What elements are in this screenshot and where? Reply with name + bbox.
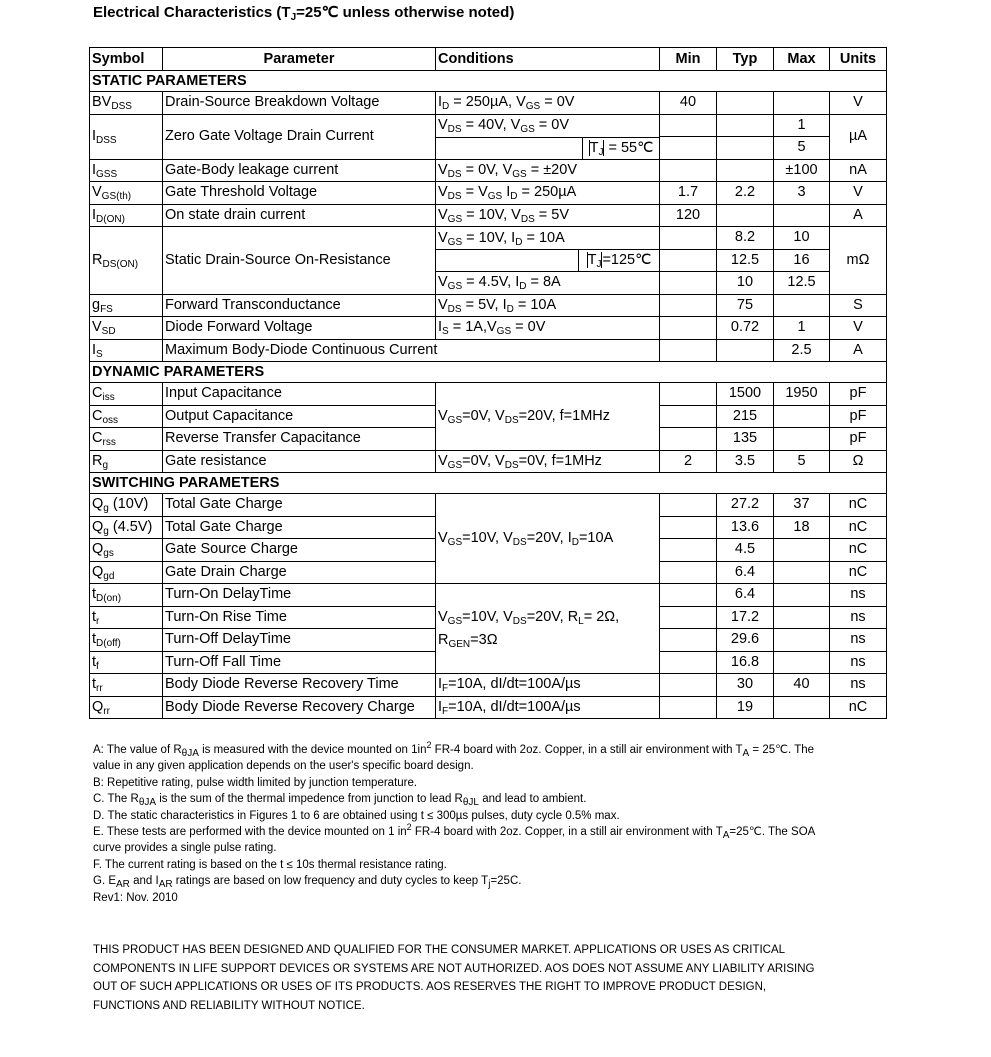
typ-cell [717,92,774,115]
typ-cell: 4.5 [717,539,774,562]
conditions-cell: $V_{GS}=0V$, $V_{DS}=20V$, f=1MHz [436,383,660,451]
units-cell: S [830,294,887,317]
max-cell [774,561,830,584]
symbol-cell: $I_{D(ON)}$ [90,204,163,227]
table-row [90,584,887,607]
min-cell [660,405,717,428]
min-cell [660,606,717,629]
disclaimer-line: OUT OF SUCH APPLICATIONS OR USES OF ITS PRODUCTS. AOS RESERVES THE RIGHT TO IMPROVE PRODUCT DESIGN, [93,981,767,994]
parameter-cell: Output Capacitance [163,405,436,428]
typ-cell [717,204,774,227]
min-cell [660,696,717,719]
symbol-cell: $Q_{rr}$ [90,696,163,719]
typ-cell: 2.2 [717,182,774,205]
units-cell: A [830,339,887,362]
units-cell: mΩ [830,227,887,295]
conditions-cell: $V_{GS}=0V$, $V_{DS}=0V$, f=1MHz [436,450,660,473]
note-a: A: The value of $R_{\theta JA}$ is measured with the device mounted on $1in^2$ FR-4 board with 2oz. Copper, in a still air environment with $T_A$ = 25℃. The [93,740,815,759]
typ-cell: 29.6 [717,629,774,652]
disclaimer [93,941,893,1015]
typ-cell: 13.6 [717,516,774,539]
table-row [90,159,887,182]
typ-cell: 12.5 [717,249,774,272]
min-cell [660,249,717,272]
tj-condition-cell: $T_J$ = 55℃ [436,137,660,160]
units-cell: nC [830,561,887,584]
disclaimer-line: FUNCTIONS AND RELIABILITY WITHOUT NOTICE. [93,999,365,1012]
min-cell [660,629,717,652]
min-cell [660,114,717,137]
conditions-cell: $V_{DS} = 40V$, $V_{GS} = 0V$ [436,114,660,137]
note-b: B: Repetitive rating, pulse width limited by junction temperature. [93,776,418,789]
max-cell: 5 [774,137,830,160]
parameter-cell: Turn-Off Fall Time [163,651,436,674]
note-f: F. The current rating is based on the t ≤ 10s thermal resistance rating. [93,858,447,871]
max-cell [774,606,830,629]
min-cell [660,159,717,182]
table-row [90,92,887,115]
conditions-cell: $V_{DS} = V_{GS}$ $I_D = 250\mu A$ [436,182,660,205]
header-min: Min [660,48,717,71]
units-cell: ns [830,584,887,607]
parameter-cell: Zero Gate Voltage Drain Current [163,114,436,159]
units-cell: pF [830,428,887,451]
min-cell [660,137,717,160]
max-cell: 1 [774,114,830,137]
typ-cell: 8.2 [717,227,774,250]
parameter-cell: Gate Drain Charge [163,561,436,584]
typ-cell: 135 [717,428,774,451]
units-cell: Ω [830,450,887,473]
conditions-cell: $I_F=10A$, dI/dt=100A/µs [436,674,660,697]
parameter-cell: Total Gate Charge [163,494,436,517]
units-cell: nC [830,696,887,719]
note-d: D. The static characteristics in Figures 1 to 6 are obtained using t ≤ 300µs pulses, duty cycle 0.5% max. [93,809,620,822]
table-row [90,339,887,362]
typ-cell: 30 [717,674,774,697]
max-cell: 1 [774,317,830,340]
parameter-cell: On state drain current [163,204,436,227]
typ-cell [717,159,774,182]
min-cell [660,516,717,539]
min-cell [660,494,717,517]
units-cell: µA [830,114,887,159]
parameter-cell: Gate-Body leakage current [163,159,436,182]
max-cell: 37 [774,494,830,517]
typ-cell: 27.2 [717,494,774,517]
parameter-cell: Drain-Source Breakdown Voltage [163,92,436,115]
header-max: Max [774,48,830,71]
min-cell [660,339,717,362]
min-cell: 120 [660,204,717,227]
typ-cell: 16.8 [717,651,774,674]
note-a-cont: value in any given application depends on the user's specific board design. [93,760,474,773]
units-cell: A [830,204,887,227]
max-cell: 1950 [774,383,830,406]
units-cell: pF [830,405,887,428]
max-cell [774,204,830,227]
units-cell: nC [830,494,887,517]
units-cell: ns [830,674,887,697]
typ-cell [717,339,774,362]
min-cell [660,539,717,562]
table-row [90,317,887,340]
max-cell: 10 [774,227,830,250]
max-cell: 2.5 [774,339,830,362]
units-cell: nC [830,516,887,539]
parameter-cell: Body Diode Reverse Recovery Time [163,674,436,697]
symbol-cell: $t_f$ [90,651,163,674]
max-cell: 3 [774,182,830,205]
units-cell: pF [830,383,887,406]
typ-cell: 1500 [717,383,774,406]
conditions-cell: $I_D = 250\mu A$, $V_{GS} = 0V$ [436,92,660,115]
max-cell: 40 [774,674,830,697]
parameter-cell: Turn-On DelayTime [163,584,436,607]
header-symbol: Symbol [90,48,163,71]
typ-cell: 6.4 [717,584,774,607]
symbol-cell: $t_{D(on)}$ [90,584,163,607]
symbol-cell: $C_{rss}$ [90,428,163,451]
parameter-cell: Turn-On Rise Time [163,606,436,629]
typ-cell: 3.5 [717,450,774,473]
conditions-cell: $I_S = 1A,V_{GS} = 0V$ [436,317,660,340]
symbol-cell: $I_{DSS}$ [90,114,163,159]
conditions-cell: $I_F=10A$, dI/dt=100A/µs [436,696,660,719]
units-cell: ns [830,606,887,629]
symbol-cell: $t_r$ [90,606,163,629]
table-row [90,674,887,697]
table-header-row [90,48,887,71]
conditions-cell: $V_{GS}=10V$, $V_{DS}=20V$, $R_L= 2\Omega$, $R_{GEN}=3\Omega$ [436,584,660,674]
symbol-cell: $C_{iss}$ [90,383,163,406]
typ-cell: 17.2 [717,606,774,629]
parameter-cell: Maximum Body-Diode Continuous Current [163,339,660,362]
symbol-cell: $R_{DS(ON)}$ [90,227,163,295]
units-cell: nA [830,159,887,182]
typ-cell: 0.72 [717,317,774,340]
note-e: E. These tests are performed with the device mounted on 1 $in^2$ FR-4 board with 2oz. Copper, in a still air environment with $T_A=25℃$. The SOA [93,822,816,842]
section-switching: SWITCHING PARAMETERS [90,473,887,494]
max-cell [774,405,830,428]
max-cell [774,696,830,719]
min-cell [660,294,717,317]
header-conditions: Conditions [436,48,660,71]
symbol-cell: $Q_{gs}$ [90,539,163,562]
note-c: C. The $R_{\theta JA}$ is the sum of the thermal impedence from junction to lead $R_{\theta JL}$ and lead to ambient. [93,793,587,809]
note-g: G. $E_{AR}$ and $I_{AR}$ ratings are based on low frequency and duty cycles to keep $T_j=25C$. [93,875,522,891]
parameter-cell: Input Capacitance [163,383,436,406]
min-cell [660,383,717,406]
typ-cell: 75 [717,294,774,317]
parameter-cell: Gate Threshold Voltage [163,182,436,205]
table-row [90,696,887,719]
max-cell [774,651,830,674]
header-parameter: Parameter [163,48,436,71]
conditions-cell: $V_{DS} = 5V$, $I_D = 10A$ [436,294,660,317]
min-cell: 2 [660,450,717,473]
symbol-cell: $Q_g$ (10V) [90,494,163,517]
parameter-cell: Gate Source Charge [163,539,436,562]
page-title: Electrical Characteristics ($T_J=25℃$ unless otherwise noted) [93,4,515,23]
max-cell [774,629,830,652]
units-cell: nC [830,539,887,562]
max-cell: 18 [774,516,830,539]
symbol-cell: $t_{rr}$ [90,674,163,697]
parameter-cell: Body Diode Reverse Recovery Charge [163,696,436,719]
header-typ: Typ [717,48,774,71]
symbol-cell: $t_{D(off)}$ [90,629,163,652]
table-row [90,294,887,317]
units-cell: ns [830,629,887,652]
max-cell [774,294,830,317]
symbol-cell: $I_S$ [90,339,163,362]
table-row [90,494,887,517]
max-cell [774,539,830,562]
units-cell: V [830,317,887,340]
typ-cell [717,114,774,137]
min-cell [660,227,717,250]
conditions-cell: $V_{GS} = 10V$, $I_D = 10A$ [436,227,660,250]
typ-cell: 6.4 [717,561,774,584]
parameter-cell: Static Drain-Source On-Resistance [163,227,436,295]
disclaimer-line: COMPONENTS IN LIFE SUPPORT DEVICES OR SYSTEMS ARE NOT AUTHORIZED. AOS DOES NOT ASSUME ANY LIABILITY ARISING [93,962,815,975]
parameter-cell: Diode Forward Voltage [163,317,436,340]
symbol-cell: $V_{GS(th)}$ [90,182,163,205]
units-cell: ns [830,651,887,674]
symbol-cell: $V_{SD}$ [90,317,163,340]
header-units: Units [830,48,887,71]
table-row [90,204,887,227]
electrical-characteristics-table [89,47,887,719]
symbol-cell: $R_g$ [90,450,163,473]
min-cell [660,561,717,584]
symbol-cell: $I_{GSS}$ [90,159,163,182]
typ-cell: 215 [717,405,774,428]
units-cell: V [830,92,887,115]
max-cell [774,428,830,451]
table-row [90,383,887,406]
typ-cell [717,137,774,160]
min-cell [660,674,717,697]
table-row [90,114,887,137]
min-cell [660,272,717,295]
symbol-cell: $C_{oss}$ [90,405,163,428]
max-cell: 12.5 [774,272,830,295]
min-cell [660,584,717,607]
symbol-cell: $BV_{DSS}$ [90,92,163,115]
min-cell: 40 [660,92,717,115]
parameter-cell: Gate resistance [163,450,436,473]
section-static: STATIC PARAMETERS [90,71,887,92]
parameter-cell: Total Gate Charge [163,516,436,539]
max-cell: 5 [774,450,830,473]
note-e-cont: curve provides a single pulse rating. [93,842,277,855]
disclaimer-line: THIS PRODUCT HAS BEEN DESIGNED AND QUALIFIED FOR THE CONSUMER MARKET. APPLICATIONS OR USES AS CRITICAL [93,944,786,956]
symbol-cell: $Q_g$ (4.5V) [90,516,163,539]
conditions-cell: $V_{DS} = 0V$, $V_{GS} = \pm 20V$ [436,159,660,182]
section-dynamic: DYNAMIC PARAMETERS [90,362,887,383]
min-cell [660,317,717,340]
min-cell: 1.7 [660,182,717,205]
parameter-cell: Reverse Transfer Capacitance [163,428,436,451]
max-cell [774,584,830,607]
symbol-cell: $g_{FS}$ [90,294,163,317]
typ-cell: 10 [717,272,774,295]
conditions-cell: $V_{GS} = 10V$, $V_{DS} = 5V$ [436,204,660,227]
tj-condition-cell: $T_J=125℃$ [436,249,660,272]
min-cell [660,651,717,674]
max-cell: 16 [774,249,830,272]
max-cell [774,92,830,115]
table-row [90,450,887,473]
symbol-cell: $Q_{gd}$ [90,561,163,584]
parameter-cell: Forward Transconductance [163,294,436,317]
typ-cell: 19 [717,696,774,719]
table-row [90,227,887,250]
min-cell [660,428,717,451]
conditions-cell: $V_{GS} = 4.5V$, $I_D = 8A$ [436,272,660,295]
table-row [90,182,887,205]
revision: Rev1: Nov. 2010 [93,891,178,904]
conditions-cell: $V_{GS}=10V$, $V_{DS}=20V$, $I_D=10A$ [436,494,660,584]
parameter-cell: Turn-Off DelayTime [163,629,436,652]
units-cell: V [830,182,887,205]
footnotes [93,742,883,906]
max-cell: ±100 [774,159,830,182]
